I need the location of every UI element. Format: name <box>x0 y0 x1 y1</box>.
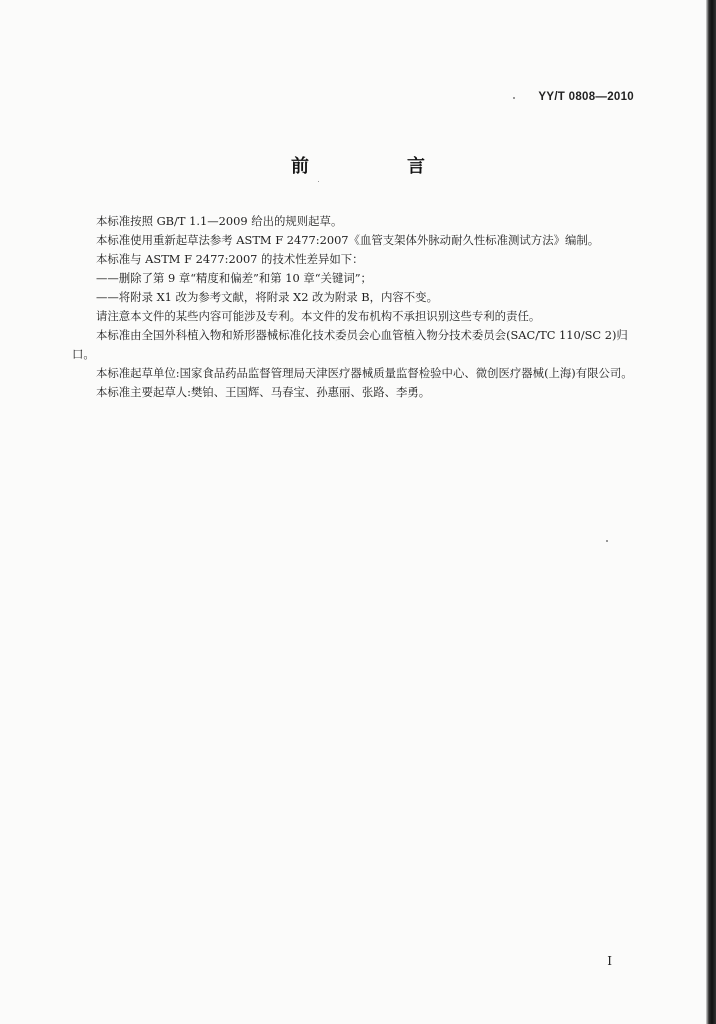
standard-code: YY/T 0808—2010 <box>538 91 634 103</box>
paragraph-drafting-organizations: 本标准起草单位:国家食品药品监督管理局天津医疗器械质量监督检验中心、微创医疗器械(上海)有限公司。 <box>96 366 633 380</box>
list-item-appendix-changes: ——将附录 X1 改为参考文献，将附录 X2 改为附录 B，内容不变。 <box>96 290 438 304</box>
paragraph-patent-notice: 请注意本文件的某些内容可能涉及专利。本文件的发布机构不承担识别这些专利的责任。 <box>96 309 541 323</box>
scan-speck <box>318 181 319 182</box>
paragraph-reference-standard: 本标准使用重新起草法参考 ASTM F 2477:2007《血管支架体外脉动耐久性标准测试方法》编制。 <box>96 233 600 247</box>
paragraph-drafters: 本标准主要起草人:樊铂、王国辉、马春宝、孙惠丽、张路、李勇。 <box>96 385 431 399</box>
scan-speck <box>513 97 515 99</box>
paragraph-technical-differences: 本标准与 ASTM F 2477:2007 的技术性差异如下： <box>96 252 364 266</box>
paragraph-responsible-committee: 本标准由全国外科植入物和矫形器械标准化技术委员会心血管植入物分技术委员会(SAC/TC 110/SC 2)归口。 <box>72 328 628 361</box>
page-number: I <box>607 954 612 968</box>
scan-speck <box>606 540 608 542</box>
page-title: 前 言 <box>291 156 465 177</box>
list-item-deleted-chapters: ——删除了第 9 章“精度和偏差”和第 10 章“关键词”； <box>96 271 372 285</box>
foreword-body <box>72 212 638 402</box>
paragraph-drafting-rules: 本标准按照 GB/T 1.1—2009 给出的规则起草。 <box>96 214 343 228</box>
